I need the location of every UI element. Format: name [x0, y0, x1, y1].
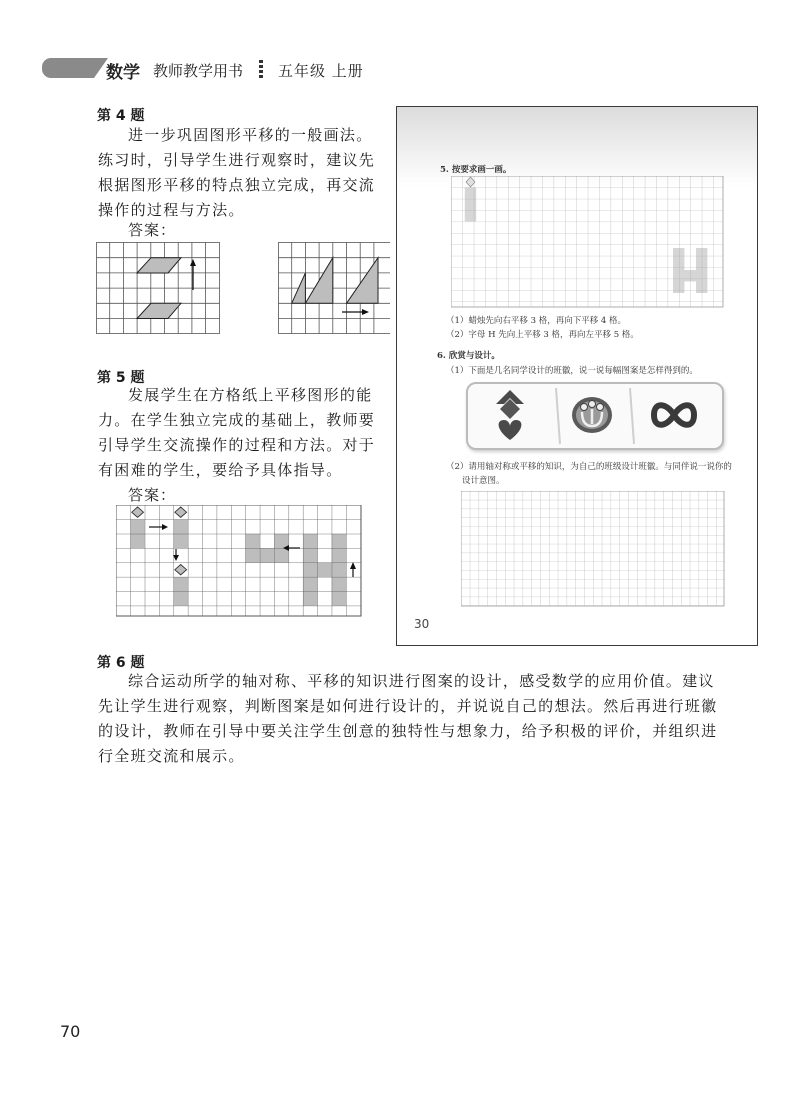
- ex6-item1: （1）下面是几名同学设计的班徽，说一说每幅图案是怎样得到的。: [446, 366, 698, 376]
- parallelogram-original: [137, 258, 181, 273]
- q5-title: 第 5 题: [97, 370, 145, 386]
- header-subject: 数学: [106, 63, 140, 83]
- emblem-2-icon: [572, 397, 612, 433]
- q5-text: 发展学生在方格纸上平移图形的能力。在学生独立完成的基础上，教师要引导学生交流操作的过程和方法。对于有困难的学生，要给予具体指导。: [98, 386, 376, 479]
- emblem-1-icon: [496, 390, 524, 440]
- q5-answer-label: 答案：: [128, 486, 177, 504]
- header-tab-decoration: [42, 58, 94, 78]
- q5-answer-grid: [116, 505, 362, 617]
- page-number: 70: [60, 1022, 81, 1041]
- header-book-title: 教师教学用书: [153, 62, 244, 80]
- q4-answer-label: 答案：: [128, 221, 177, 239]
- textbook-page-number: 30: [414, 617, 430, 631]
- class-emblem-banner: [466, 382, 724, 450]
- ex6-item2-line2: 设计意图。: [462, 476, 505, 486]
- q4-answer-grid-2: [278, 242, 390, 335]
- q4-text: 进一步巩固图形平移的一般画法。练习时，引导学生进行观察时，建议先根据图形平移的特点独立完成，再交流操作的过程与方法。: [98, 126, 376, 219]
- header-divider: [259, 60, 263, 78]
- q6-title: 第 6 题: [97, 655, 145, 671]
- ex6-item2-line1: （2）请用轴对称或平移的知识，为自己的班级设计班徽。与同伴说一说你的: [446, 462, 732, 472]
- triangle-3: [347, 258, 379, 304]
- ex5-title: 5. 按要求画一画。: [440, 165, 512, 175]
- emblem-3-icon: [654, 405, 694, 425]
- header-grade: 五年级 上册: [278, 62, 364, 80]
- ex6-design-grid: [461, 491, 725, 607]
- ex5-item1: （1）蜡烛先向右平移 3 格，再向下平移 4 格。: [446, 316, 627, 326]
- q4-title: 第 4 题: [97, 108, 145, 124]
- ex5-item2: （2）字母 H 先向上平移 3 格，再向左平移 5 格。: [446, 330, 639, 340]
- q6-text: 综合运动所学的轴对称、平移的知识进行图案的设计，感受数学的应用价值。建议先让学生进行观察，判断图案是如何进行设计的，并说说自己的想法。然后再进行班徽的设计，教师在引导中要关注学生创意的独特性与想象力，给予积极的评价，并组织进行全班交流和展示。: [98, 672, 718, 765]
- q4-answer-grid-1: [96, 242, 221, 335]
- ex6-title: 6. 欣赏与设计。: [437, 351, 500, 361]
- ex5-grid: [451, 176, 724, 308]
- parallelogram-translated: [137, 303, 181, 318]
